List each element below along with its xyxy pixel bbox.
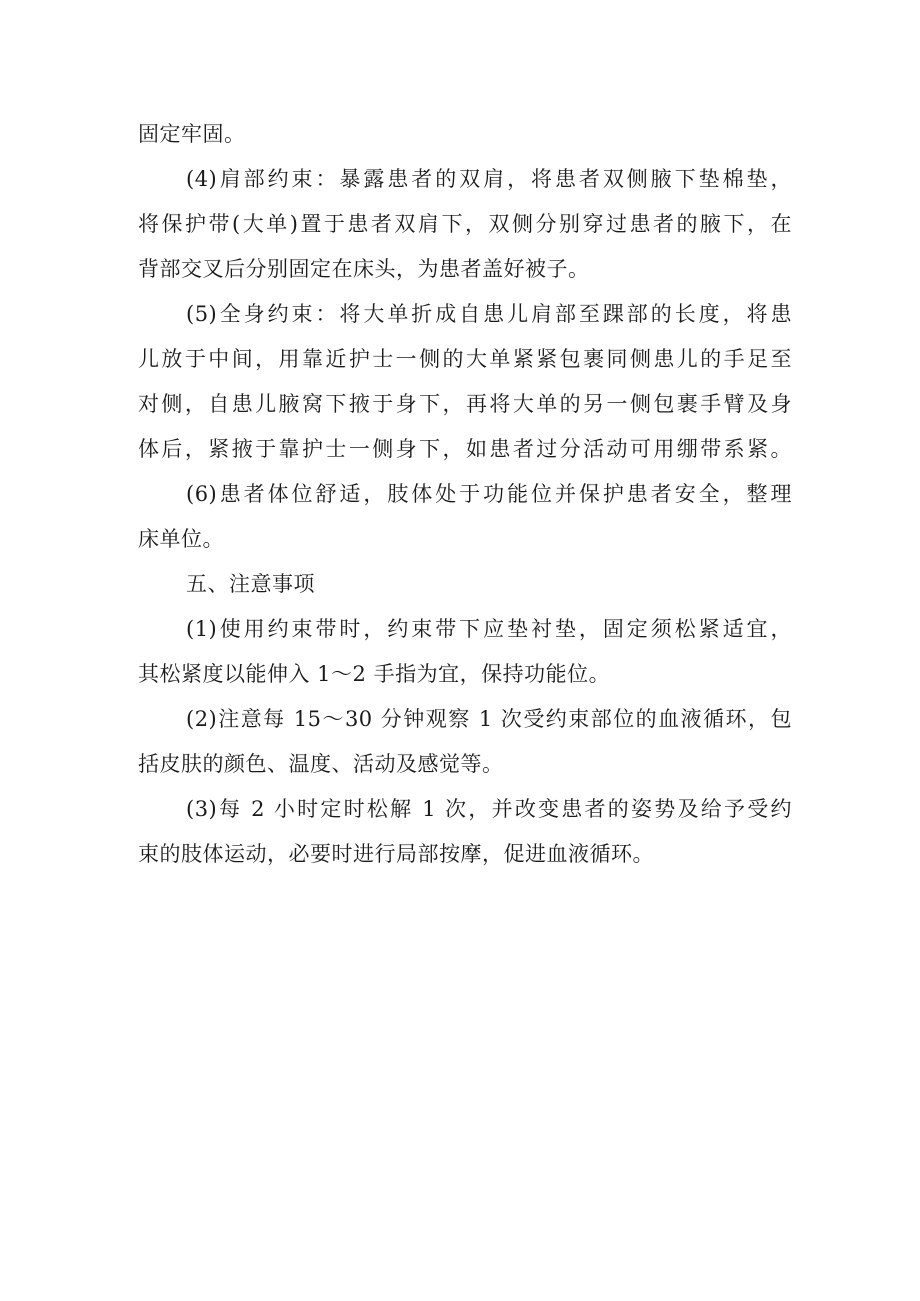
paragraph-line: 束的肢体运动，必要时进行局部按摩，促进血液循环。	[138, 842, 654, 866]
paragraph-line: 括皮肤的颜色、温度、活动及感觉等。	[138, 752, 504, 776]
paragraph-line: (4)肩部约束：暴露患者的双肩，将患者双侧腋下垫棉垫，	[186, 167, 792, 191]
paragraph-line: 其松紧度以能伸入 1～2 手指为宜，保持功能位。	[138, 662, 611, 686]
paragraph-line: 背部交叉后分别固定在床头，为患者盖好被子。	[138, 257, 590, 281]
paragraph-line: (2)注意每 15～30 分钟观察 1 次受约束部位的血液循环，包	[186, 707, 792, 731]
paragraph-shoulder-restraint	[138, 157, 792, 292]
paragraph-line: 固定牢固。	[138, 122, 246, 146]
paragraph-line: (6)患者体位舒适，肢体处于功能位并保护患者安全，整理	[186, 482, 792, 506]
section-heading: 五、注意事项	[186, 572, 315, 596]
document-page	[138, 112, 792, 877]
paragraph-full-body-restraint	[138, 292, 792, 472]
paragraph-line: 对侧，自患儿腋窝下掖于身下，再将大单的另一侧包裹手臂及身	[138, 392, 792, 416]
paragraph-line: 将保护带(大单)置于患者双肩下，双侧分别穿过患者的腋下，在	[138, 212, 792, 236]
paragraph-line: (5)全身约束：将大单折成自患儿肩部至踝部的长度，将患	[186, 302, 792, 326]
paragraph-continuation	[138, 112, 792, 157]
paragraph-precaution-1	[138, 607, 792, 697]
paragraph-line: 床单位。	[138, 527, 224, 551]
paragraph-line: 体后，紧掖于靠护士一侧身下，如患者过分活动可用绷带系紧。	[138, 437, 792, 461]
section-heading-precautions	[138, 562, 792, 607]
paragraph-line: 儿放于中间，用靠近护士一侧的大单紧紧包裹同侧患儿的手足至	[138, 347, 792, 371]
paragraph-precaution-3	[138, 787, 792, 877]
paragraph-precaution-2	[138, 697, 792, 787]
paragraph-body-position	[138, 472, 792, 562]
paragraph-line: (1)使用约束带时，约束带下应垫衬垫，固定须松紧适宜，	[186, 617, 792, 641]
paragraph-line: (3)每 2 小时定时松解 1 次，并改变患者的姿势及给予受约	[186, 797, 792, 821]
